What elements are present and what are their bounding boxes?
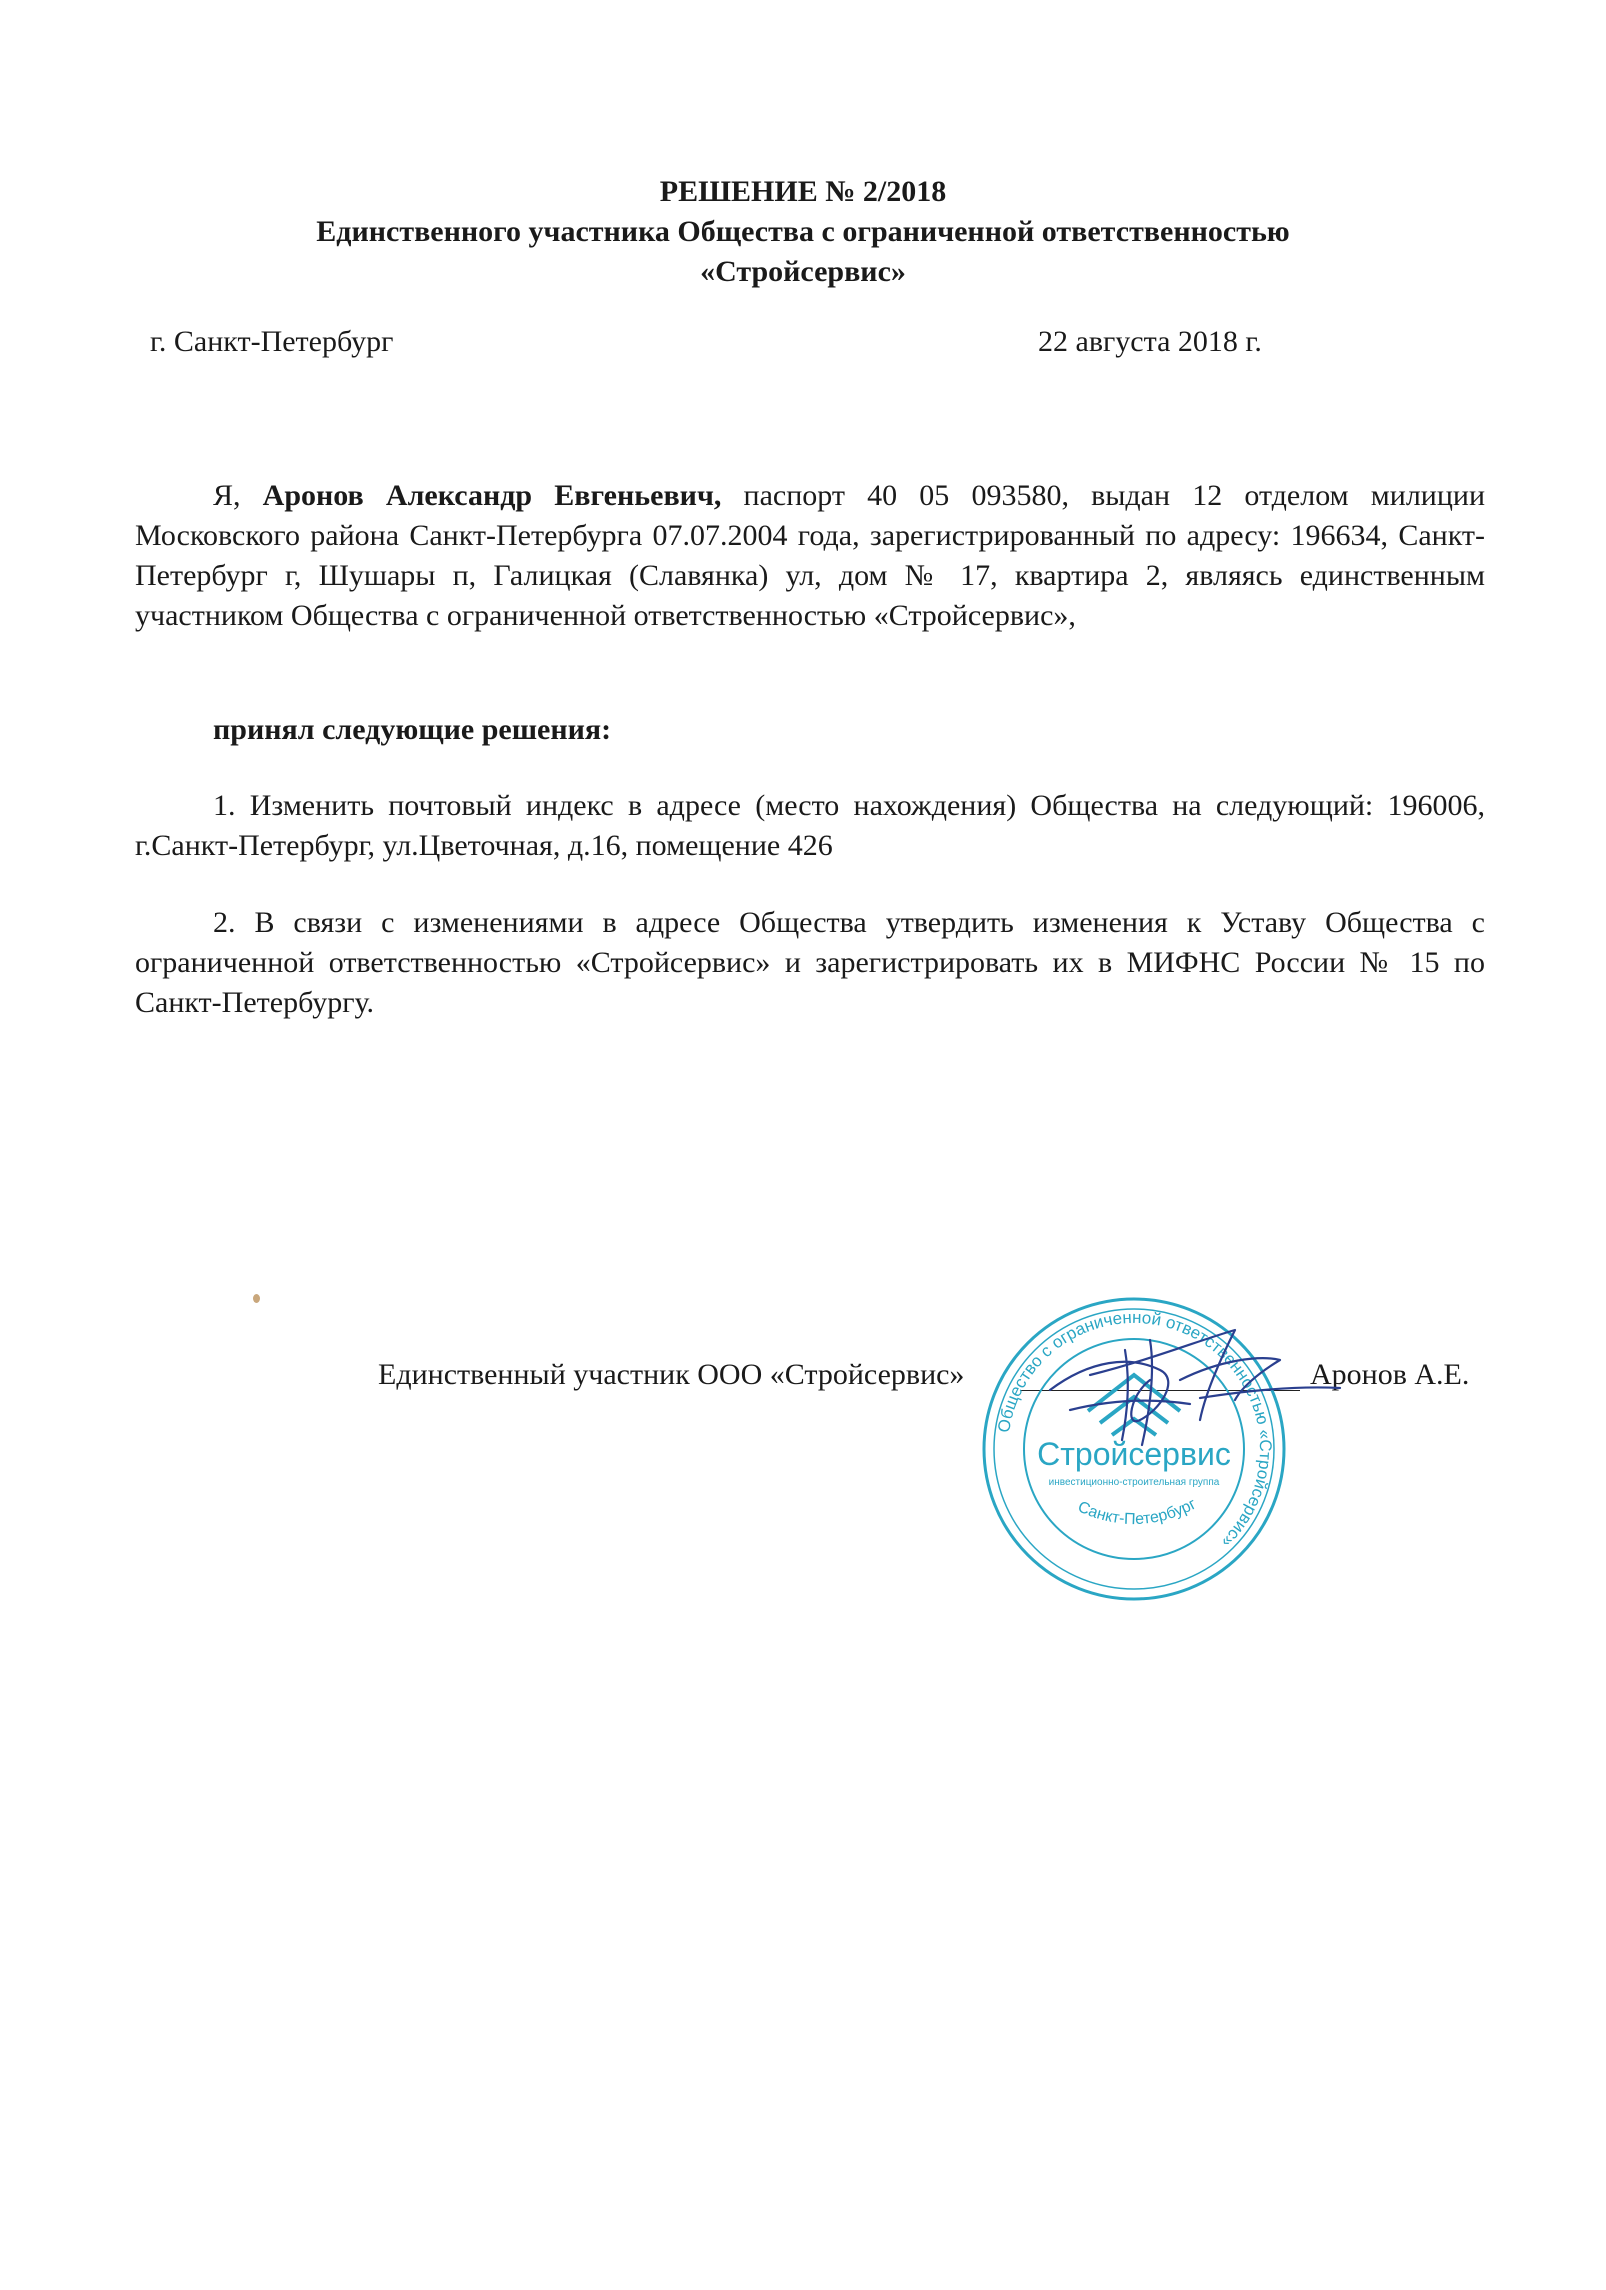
intro-paragraph [135, 476, 1485, 636]
signatory-name: Аронов А.Е. [1310, 1358, 1470, 1391]
handwritten-signature [1030, 1300, 1350, 1450]
paper-speck [253, 1294, 260, 1303]
stamp-tagline: инвестиционно-строительная группа [1048, 1477, 1220, 1488]
signature-label: Единственный участник ООО «Стройсервис» [378, 1358, 965, 1391]
stamp-city: Санкт-Петербург [1075, 1495, 1200, 1529]
document-title: РЕШЕНИЕ № 2/2018 [659, 175, 947, 208]
document-place: г. Санкт-Петербург [150, 325, 394, 358]
decided-heading: принял следующие решения: [213, 713, 612, 746]
stamp-brand: Стройсервис [1037, 1436, 1231, 1472]
stamp-ring-text: Общество с ограниченной ответственностью «Стройсервис» [994, 1307, 1276, 1552]
company-name: «Стройсервис» [700, 255, 906, 288]
intro-text: паспорт 40 05 093580, выдан 12 отделом милиции Московского района Санкт-Петербурга 07.07.2004 года, зарегистрированный по адресу: 196634, Санкт-Петербург г, Шушары п, Галицкая (Славянка) ул, дом № 17, квартира 2, являясь единственным участником Общества с ограниченной ответственностью «Стройсервис», [135, 479, 1486, 632]
decision-item-1: 1. Изменить почтовый индекс в адресе (место нахождения) Общества на следующий: 196006, г.Санкт-Петербург, ул.Цветочная, д.16, помещение 426 [135, 789, 1485, 862]
decision-item-2: 2. В связи с изменениями в адресе Общества утвердить изменения к Уставу Общества с ограниченной ответственностью «Стройсервис» и зарегистрировать их в МИФНС России № 15 по Санкт-Петербургу. [135, 906, 1485, 1019]
document-date: 22 августа 2018 г. [1038, 325, 1262, 358]
intro-prefix: Я, [213, 479, 263, 512]
document-subtitle: Единственного участника Общества с ограниченной ответственностью [316, 215, 1290, 248]
participant-name: Аронов Александр Евгеньевич, [262, 479, 722, 512]
